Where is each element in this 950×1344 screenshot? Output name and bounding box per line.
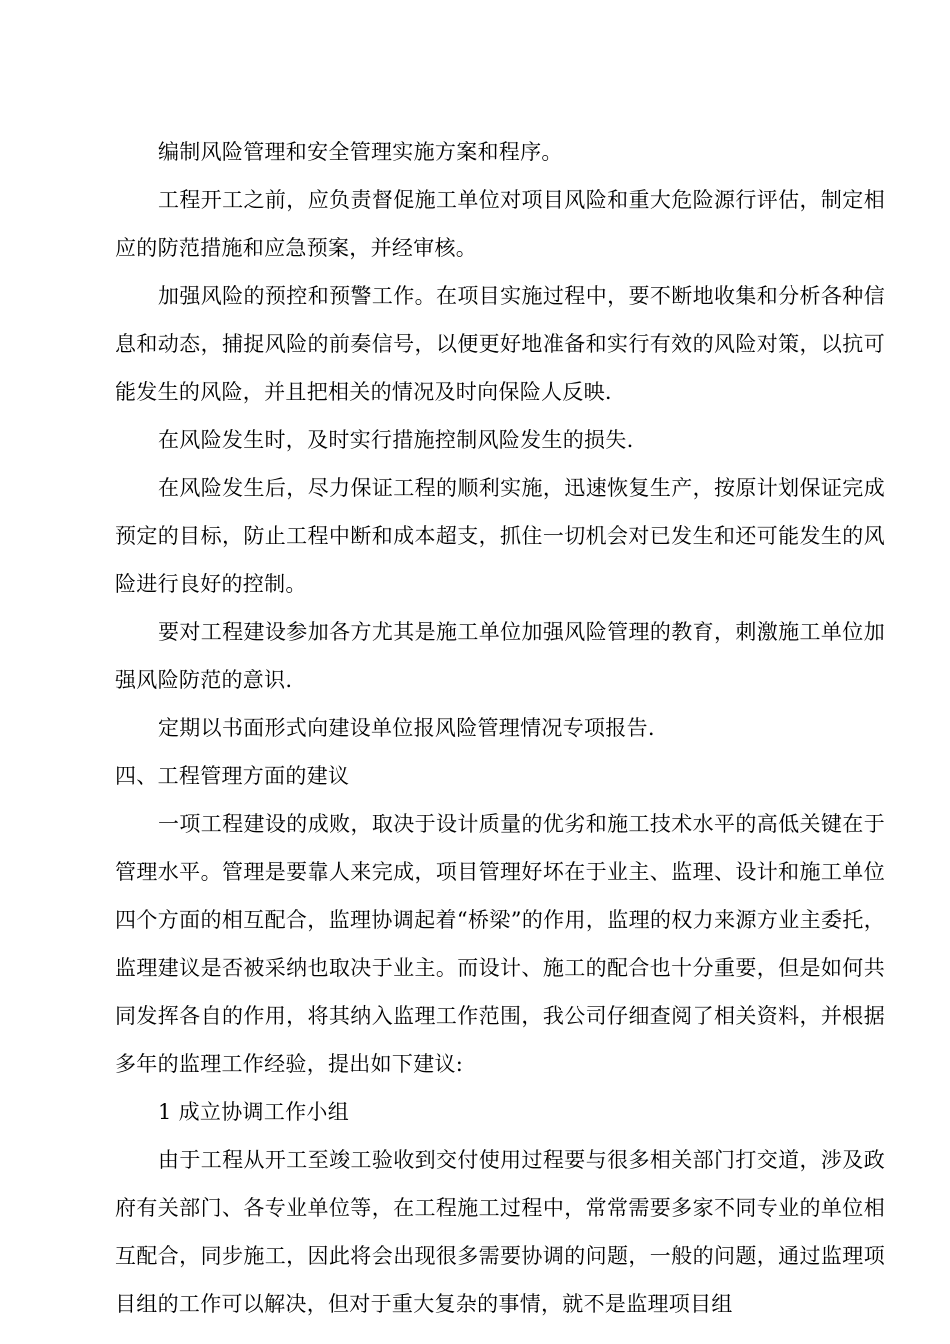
paragraph-management-intro: 一项工程建设的成败，取决于设计质量的优劣和施工技术水平的高低关键在于管理水平。管理是要靠人来完成，项目管理好坏在于业主、监理、设计和施工单位四个方面的相互配合，监理协调起着“桥梁”的作用，监理的权力来源方业主委托，监理建议是否被采纳也取决于业主。而设计、施工的配合也十分重要，但是如何共同发挥各自的作用，将其纳入监理工作范围，我公司仔细查阅了相关资料，并根据多年的监理工作经验，提出如下建议: [115,812,885,1076]
paragraph-risk-plan: 编制风险管理和安全管理实施方案和程序。 [158,140,563,164]
paragraph-risk-education: 要对工程建设参加各方尤其是施工单位加强风险管理的教育，刺激施工单位加强风险防范的意识. [115,620,885,692]
paragraph-risk-report: 定期以书面形式向建设单位报风险管理情况专项报告. [158,716,655,740]
paragraph-coordination: 由于工程从开工至竣工验收到交付使用过程要与很多相关部门打交道，涉及政府有关部门、各专业单位等，在工程施工过程中，常常需要多家不同专业的单位相互配合，同步施工，因此将会出现很多需要协调的问题，一般的问题，通过监理项目组的工作可以解决，但对于重大复杂的事情，就不是监理项目组 [115,1148,885,1316]
paragraph-risk-warning: 加强风险的预控和预警工作。在项目实施过程中，要不断地收集和分析各种信息和动态，捕捉风险的前奏信号，以便更好地准备和实行有效的风险对策，以抗可能发生的风险，并且把相关的情况及时向保险人反映. [115,284,885,404]
subheading-coordination-group: 1 成立协调工作小组 [158,1100,350,1124]
paragraph-pre-construction: 工程开工之前，应负责督促施工单位对项目风险和重大危险源行评估，制定相应的防范措施和应急预案，并经审核。 [115,188,885,260]
paragraph-after-risk: 在风险发生后，尽力保证工程的顺利实施，迅速恢复生产，按原计划保证完成预定的目标，防止工程中断和成本超支，抓住一切机会对已发生和还可能发生的风险进行良好的控制。 [115,476,885,596]
document-body [115,128,885,1328]
section-heading: 四、工程管理方面的建议 [115,764,350,788]
paragraph-risk-occurs: 在风险发生时，及时实行措施控制风险发生的损失. [158,428,634,452]
